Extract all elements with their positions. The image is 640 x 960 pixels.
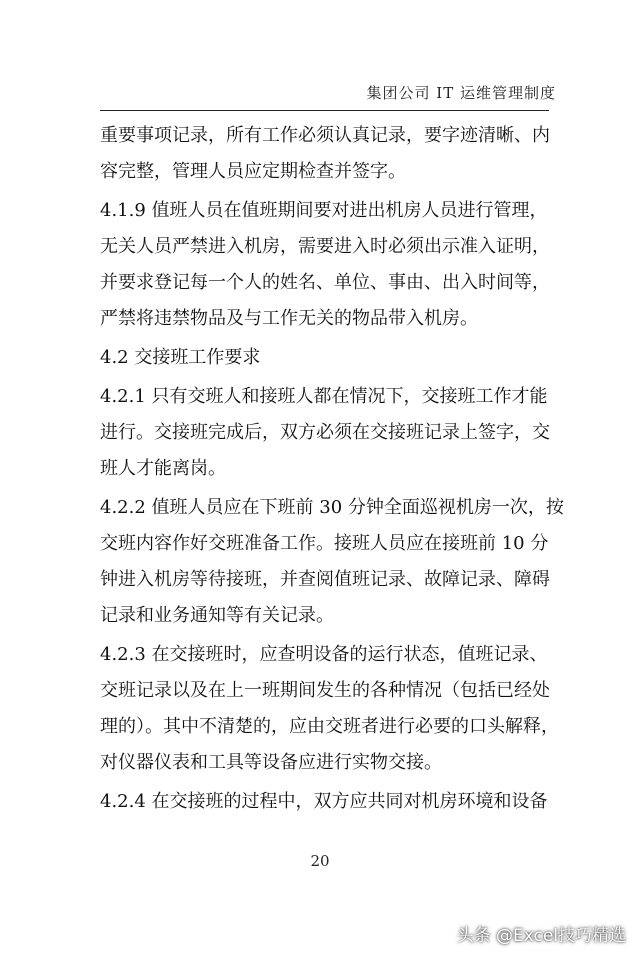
section-4-2-3: 4.2.3 在交接班时，应查明设备的运行状态，值班记录、 xyxy=(100,644,548,665)
body-line: 交班内容作好交班准备工作。接班人员应在接班前 10 分 xyxy=(100,533,549,554)
body-line: 重要事项记录，所有工作必须认真记录，要字迹清晰、内 xyxy=(100,125,550,146)
body-line: 班人才能离岗。 xyxy=(100,458,226,479)
section-heading-4-2: 4.2 交接班工作要求 xyxy=(100,347,261,368)
body-line: 对仪器仪表和工具等设备应进行实物交接。 xyxy=(100,752,442,773)
header-rule xyxy=(100,110,549,111)
page-body xyxy=(100,118,564,820)
body-line: 进行。交接班完成后，双方必须在交接班记录上签字，交 xyxy=(100,422,550,443)
section-4-2-1: 4.2.1 只有交班人和接班人都在情况下，交接班工作才能 xyxy=(100,386,548,407)
body-line: 无关人员严禁进入机房，需要进入时必须出示准入证明， xyxy=(100,236,550,257)
body-line: 严禁将违禁物品及与工作无关的物品带入机房。 xyxy=(100,308,478,329)
section-4-2-2: 4.2.2 值班人员应在下班前 30 分钟全面巡视机房一次，按 xyxy=(100,497,564,518)
body-line: 理的）。其中不清楚的，应由交班者进行必要的口头解释， xyxy=(100,716,559,737)
body-line: 记录和业务通知等有关记录。 xyxy=(100,605,334,626)
section-4-2-4: 4.2.4 在交接班的过程中，双方应共同对机房环境和设备 xyxy=(100,791,548,812)
body-line: 并要求登记每一个人的姓名、单位、事由、出入时间等， xyxy=(100,272,550,293)
page-number: 20 xyxy=(310,852,330,870)
body-line: 交班记录以及在上一班期间发生的各种情况（包括已经处 xyxy=(100,680,550,701)
body-line: 容完整，管理人员应定期检查并签字。 xyxy=(100,161,406,182)
section-4-1-9: 4.1.9 值班人员在值班期间要对进出机房人员进行管理， xyxy=(100,200,548,221)
watermark: 头条 @Excel技巧精选 xyxy=(456,926,626,946)
body-line: 钟进入机房等待接班，并查阅值班记录、故障记录、障碍 xyxy=(100,569,550,590)
running-header: 集团公司 IT 运维管理制度 xyxy=(366,84,556,102)
